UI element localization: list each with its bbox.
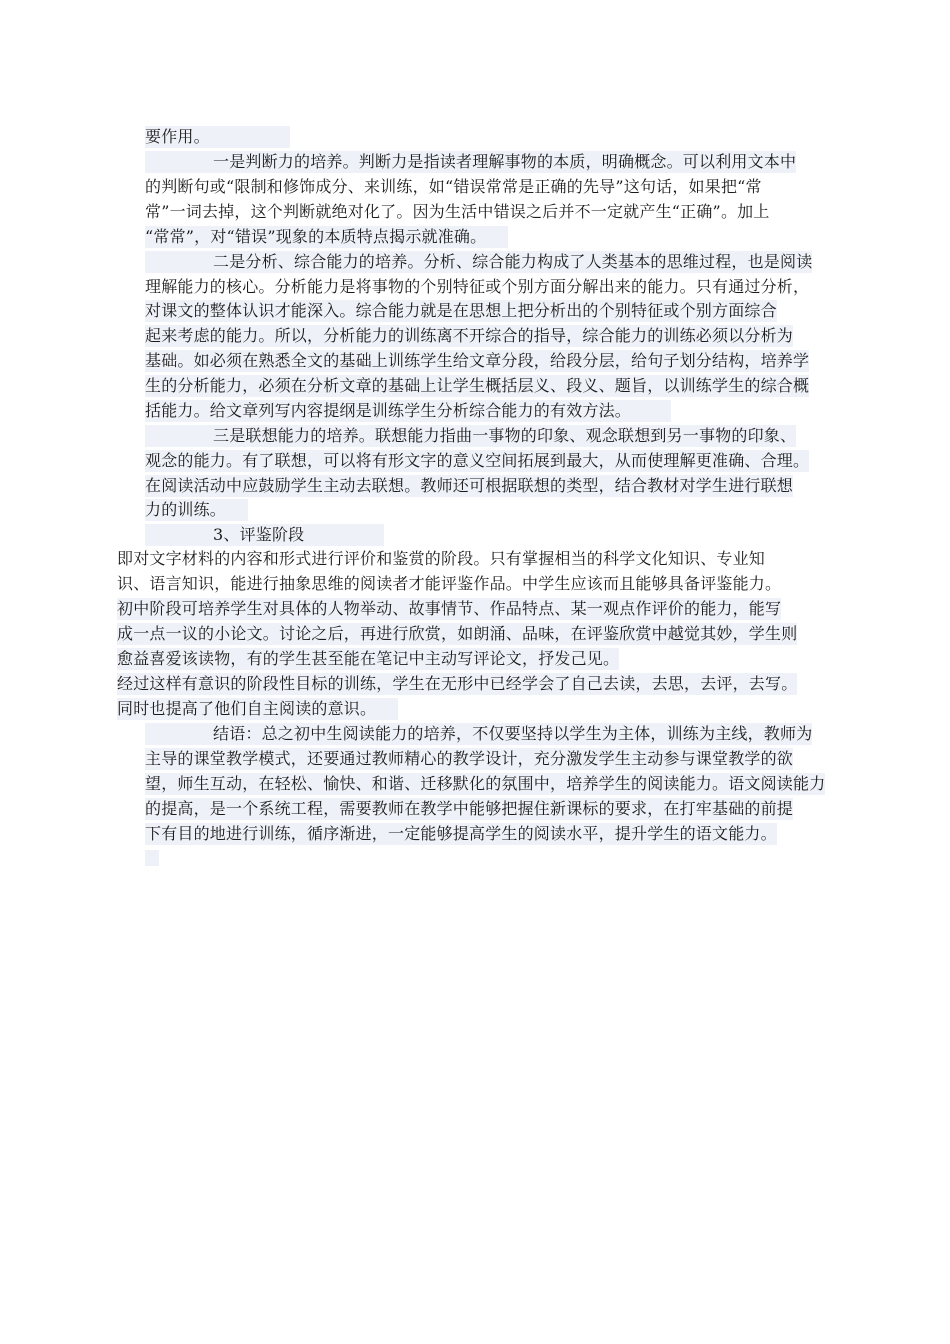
text-line: “常常”，对“错误”现象的本质特点揭示就准确。 bbox=[145, 226, 508, 248]
text-line: 愈益喜爱该读物，有的学生甚至能在笔记中主动写评论文，抒发己见。 bbox=[117, 649, 620, 668]
text-line: 对课文的整体认识才能深入。综合能力就是在思想上把分析出的个别特征或个别方面综合 bbox=[145, 301, 777, 320]
text-line: 常”一词去掉，这个判断就绝对化了。因为生活中错误之后并不一定就产生“正确”。加上 bbox=[145, 202, 770, 221]
section-heading: 3、评鉴阶段 bbox=[145, 524, 384, 546]
text-line: 生的分析能力，必须在分析文章的基础上让学生概括层义、段义、题旨，以训练学生的综合概 bbox=[145, 376, 810, 395]
text-line: 下有目的地进行训练，循序渐进，一定能够提高学生的阅读水平，提升学生的语文能力。 bbox=[145, 824, 777, 843]
text-line: 经过这样有意识的阶段性目标的训练，学生在无形中已经学会了自己去读，去思，去评，去写。 bbox=[117, 674, 798, 693]
text-line: 基础。如必须在熟悉全文的基础上训练学生给文章分段，给段分层，给句子划分结构，培养学 bbox=[145, 351, 810, 370]
text-line: 望，师生互动，在轻松、愉快、和谐、迁移默化的氛围中，培养学生的阅读能力。语文阅读能力 bbox=[145, 774, 826, 793]
empty-highlight-mark bbox=[145, 850, 159, 866]
text-line: 括能力。给文章列写内容提纲是训练学生分析综合能力的有效方法。 bbox=[145, 400, 671, 422]
text-line: 在阅读活动中应鼓励学生主动去联想。教师还可根据联想的类型，结合教材对学生进行联想 bbox=[145, 476, 794, 495]
text-line: 初中阶段可培养学生对具体的人物举动、故事情节、作品特点、某一观点作评价的能力，能写 bbox=[117, 599, 782, 618]
text-line: 观念的能力。有了联想，可以将有形文字的意义空间拓展到最大，从而使理解更准确、合理。 bbox=[145, 451, 810, 470]
text-line: 起来考虑的能力。所以，分析能力的训练离不开综合的指导，综合能力的训练必须以分析为 bbox=[145, 326, 794, 345]
text-line: 要作用。 bbox=[145, 126, 290, 148]
paragraph-first-line: 二是分析、综合能力的培养。分析、综合能力构成了人类基本的思维过程，也是阅读 bbox=[145, 251, 812, 273]
text-line: 同时也提高了他们自主阅读的意识。 bbox=[117, 698, 398, 720]
text-line: 理解能力的核心。分析能力是将事物的个别特征或个别方面分解出来的能力。只有通过分析， bbox=[145, 277, 810, 296]
text-line: 成一点一议的小论文。讨论之后，再进行欣赏，如朗涌、品味，在评鉴欣赏中越觉其妙，学生则 bbox=[117, 624, 798, 643]
paragraph-first-line: 三是联想能力的培养。联想能力指曲一事物的印象、观念联想到另一事物的印象、 bbox=[145, 425, 796, 447]
text-line: 识、语言知识，能进行抽象思维的阅读者才能评鉴作品。中学生应该而且能够具备评鉴能力。 bbox=[117, 574, 782, 593]
paragraph-first-line: 结语：总之初中生阅读能力的培养，不仅要坚持以学生为主体，训练为主线，教师为 bbox=[145, 723, 812, 745]
text-line: 主导的课堂教学模式，还要通过教师精心的教学设计，充分激发学生主动参与课堂教学的欲 bbox=[145, 749, 794, 768]
paragraph-first-line: 一是判断力的培养。判断力是指读者理解事物的本质，明确概念。可以利用文本中 bbox=[145, 151, 796, 173]
text-line: 即对文字材料的内容和形式进行评价和鉴赏的阶段。只有掌握相当的科学文化知识、专业知 bbox=[117, 549, 766, 568]
text-line: 力的训练。 bbox=[145, 499, 248, 521]
text-line: 的提高，是一个系统工程，需要教师在教学中能够把握住新课标的要求，在打牢基础的前提 bbox=[145, 799, 794, 818]
text-line: 的判断句或“限制和修饰成分、来训练，如“错误常常是正确的先导”这句话，如果把“常 bbox=[145, 177, 762, 196]
